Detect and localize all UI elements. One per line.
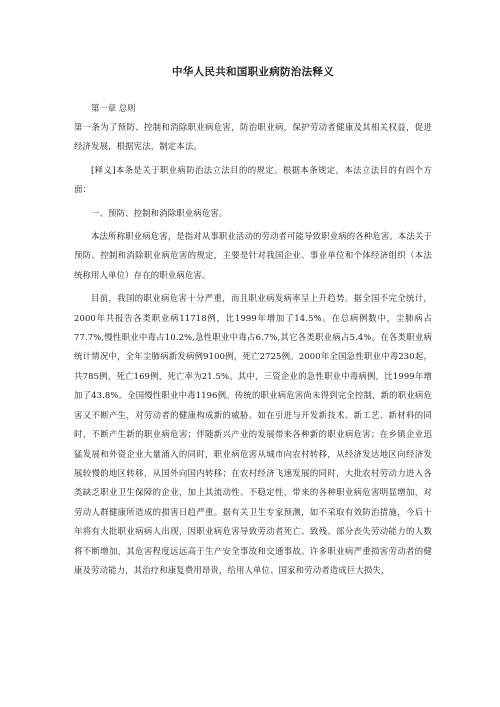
- document-page: [74, 64, 432, 584]
- chapter-heading: 第一章 总则: [91, 103, 136, 113]
- article-1-paragraph: 第一条为了预防、控制和消除职业病危害，防治职业病，保护劳动者健康及其相关权益，促进经济发展，根据宪法，制定本法。: [74, 122, 432, 152]
- scope-paragraph: 本法所称职业病危害，是指对从事职业活动的劳动者可能导致职业病的各种危害。本法关于预防、控制和消除职业病危害的规定，主要是针对我国企业、事业单位和个体经济组织（本法统称用人单位）存在的职业病危害。: [74, 231, 432, 280]
- situation-paragraph: 目前，我国的职业病危害十分严重，而且职业病发病率呈上升趋势。据全国不完全统计，2000年共报告各类职业病11718例，比1999年增加了14.5%。在总病例数中，尘肺病占77.7%,慢性职业中毒占10.2%,急性职业中毒占6.7%,其它各类职业病占5.4%。在各类职业病统计情况中，全年尘肺病新发病例9100例，死亡2725例。2000年全国急性职业中毒230起，共785例，死亡169例，死亡率为21.5%。其中，三资企业的急性职业中毒病例，比1999年增加了43.8%。全国慢性职业中毒1196例。传统的职业病危害尚未得到完全控制，新的职业病危害又不断产生，对劳动者的健康构成新的威胁。如在引进与开发新技术、新工艺、新材料的同时，不断产生新的职业病危害；伴随新兴产业的发展带来各种新的职业病危害；在乡镇企业迅猛发展和外资企业大量涌入的同时，职业病危害从城市向农村转移，从经济发达地区向经济发展较慢的地区转移，从国外向国内转移；在农村经济飞速发展的同时，大批农村劳动力进入各类缺乏职业卫生保障的企业，加上其流动性、不稳定性，带来的各种职业病危害明显增加，对劳动人群健康所造成的损害日趋严重。据有关卫生专家预测，如不采取有效防治措施，今后十年将有大批职业病病人出现，因职业病危害导致劳动者死亡、致残、部分丧失劳动能力的人数将不断增加，其危害程度远远高于生产安全事故和交通事故。许多职业病严重损害劳动者的健康及劳动能力，其治疗和康复费用昂贵，给用人单位、国家和劳动者造成巨大损失，: [74, 293, 432, 575]
- document-title: 中华人民共和国职业病防治法释义: [172, 66, 334, 78]
- interpretation-paragraph: [释义]本条是关于职业病防治法立法目的的规定。根据本条规定，本法立法目的有四个方面：: [74, 164, 432, 195]
- point-1-heading: 一、预防、控制和消除职业病危害。: [91, 207, 228, 218]
